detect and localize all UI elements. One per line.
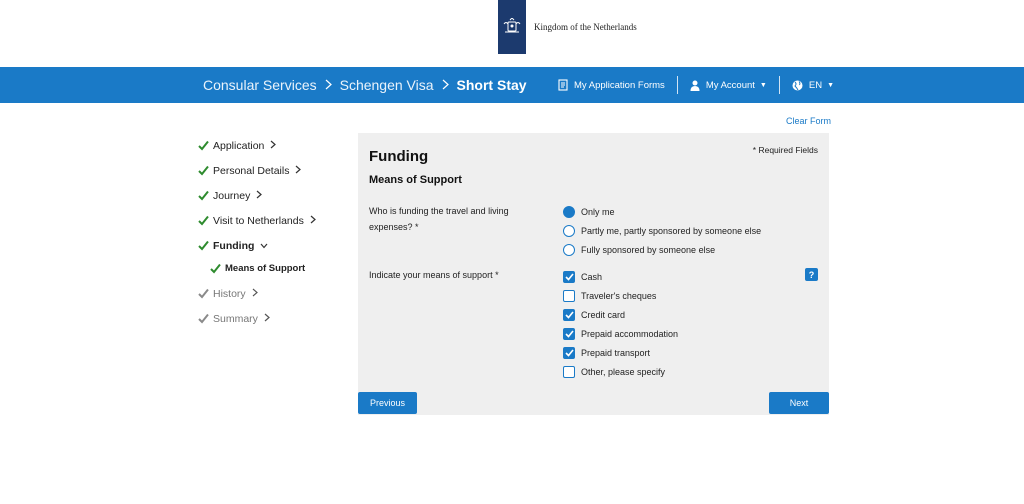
checkbox[interactable] (563, 290, 575, 302)
radio-label: Fully sponsored by someone else (581, 244, 716, 255)
support-option-other[interactable] (563, 362, 678, 381)
globe-icon (792, 80, 803, 91)
next-button[interactable]: Next (769, 392, 829, 414)
caret-down-icon: ▼ (827, 81, 834, 89)
breadcrumb (203, 67, 527, 103)
checkmark-icon (198, 240, 209, 251)
checkmark-icon (198, 165, 209, 176)
checkmark-icon (210, 263, 221, 274)
breadcrumb-short-stay: Short Stay (456, 77, 527, 93)
nav-divider (677, 76, 678, 94)
sidebar-item-label: History (213, 287, 246, 300)
chevron-right-icon (295, 165, 301, 176)
breadcrumb-schengen-visa[interactable]: Schengen Visa (339, 77, 434, 93)
my-account-label: My Account (705, 79, 755, 91)
radio-button[interactable] (563, 225, 575, 237)
clear-form-link[interactable]: Clear Form (786, 116, 832, 126)
checkmark-icon (198, 140, 209, 151)
progress-sidebar (198, 133, 348, 331)
logo-text: Kingdom of the Netherlands (534, 22, 637, 32)
sidebar-item-label: Funding (213, 239, 255, 252)
sidebar-item-history[interactable] (198, 281, 348, 306)
checkbox[interactable] (563, 309, 575, 321)
breadcrumb-separator-icon (442, 77, 449, 93)
checkbox-label: Traveler's cheques (581, 290, 657, 301)
radio-label: Partly me, partly sponsored by someone else (581, 225, 762, 236)
document-icon (558, 79, 568, 91)
top-navbar (0, 67, 1024, 103)
sidebar-item-personal-details[interactable] (198, 158, 348, 183)
sidebar-item-label: Summary (213, 312, 258, 325)
sidebar-item-funding[interactable] (198, 233, 348, 258)
help-icon[interactable]: ? (805, 268, 818, 281)
required-fields-note: * Required Fields (752, 145, 818, 155)
checkbox-label: Prepaid accommodation (581, 328, 679, 339)
checkbox[interactable] (563, 347, 575, 359)
checkbox-label: Cash (581, 271, 603, 282)
my-application-forms-link[interactable] (558, 79, 665, 91)
funding-option-only-me[interactable] (563, 202, 761, 221)
radio-button[interactable] (563, 244, 575, 256)
user-icon (690, 80, 700, 91)
sidebar-item-means-of-support[interactable] (198, 258, 348, 278)
site-logo[interactable] (498, 0, 637, 54)
checkbox[interactable] (563, 366, 575, 378)
funding-form-panel (358, 133, 829, 415)
funding-option-fully-sponsored[interactable] (563, 240, 761, 259)
support-option-prepaid-accommodation[interactable] (563, 324, 678, 343)
breadcrumb-separator-icon (325, 77, 332, 93)
chevron-right-icon (252, 288, 258, 299)
chevron-down-icon (260, 241, 268, 251)
chevron-right-icon (310, 215, 316, 226)
radio-button[interactable] (563, 206, 575, 218)
checkbox-label: Other, please specify (581, 366, 666, 377)
support-checkbox-group (563, 267, 678, 381)
section-title: Means of Support (369, 174, 462, 186)
funding-option-partly-sponsored[interactable] (563, 221, 761, 240)
caret-down-icon: ▼ (759, 81, 767, 89)
sidebar-item-label: Application (213, 139, 265, 152)
breadcrumb-consular-services[interactable]: Consular Services (203, 77, 317, 93)
sidebar-item-label: Journey (213, 189, 251, 202)
checkmark-icon (198, 288, 209, 299)
checkmark-icon (198, 190, 209, 201)
sidebar-item-visit-to-netherlands[interactable] (198, 208, 348, 233)
sidebar-item-application[interactable] (198, 133, 348, 158)
funding-question-label: Who is funding the travel and living expenses? * (369, 206, 509, 232)
funding-radio-group (563, 202, 761, 259)
radio-label: Only me (581, 206, 615, 217)
checkmark-icon (198, 313, 209, 324)
sidebar-item-summary[interactable] (198, 306, 348, 331)
checkbox[interactable] (563, 328, 575, 340)
support-option-credit-card[interactable] (563, 305, 678, 324)
page-title: Funding (369, 148, 429, 165)
checkbox-label: Prepaid transport (581, 347, 651, 358)
my-account-menu[interactable] (690, 80, 767, 91)
nav-divider (779, 76, 780, 94)
support-option-cash[interactable] (563, 267, 678, 286)
sidebar-item-label: Means of Support (225, 262, 306, 274)
language-label: EN (808, 79, 823, 91)
sidebar-item-label: Personal Details (213, 164, 290, 177)
sidebar-item-journey[interactable] (198, 183, 348, 208)
support-option-travelers-cheques[interactable] (563, 286, 678, 305)
coat-of-arms-icon (498, 0, 526, 54)
account-nav (558, 67, 834, 103)
my-application-forms-label: My Application Forms (574, 79, 665, 91)
chevron-right-icon (256, 190, 262, 201)
checkmark-icon (198, 215, 209, 226)
sidebar-item-label: Visit to Netherlands (213, 214, 304, 227)
checkbox[interactable] (563, 271, 575, 283)
chevron-right-icon (264, 313, 270, 324)
support-question-label: Indicate your means of support * (369, 270, 499, 280)
language-selector[interactable] (792, 80, 834, 91)
chevron-right-icon (270, 140, 276, 151)
previous-button[interactable]: Previous (358, 392, 417, 414)
checkbox-label: Credit card (581, 309, 626, 320)
support-option-prepaid-transport[interactable] (563, 343, 678, 362)
